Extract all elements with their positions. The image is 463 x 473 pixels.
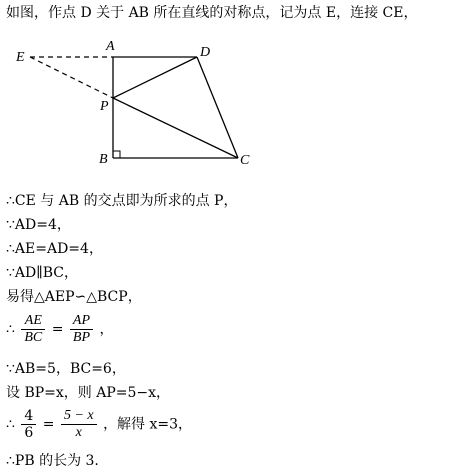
fraction-denominator: BP	[72, 330, 91, 345]
therefore-symbol: ∴	[6, 416, 15, 433]
fraction-numerator: 5 − x	[61, 408, 97, 425]
label-c: C	[240, 153, 250, 168]
label-a: A	[106, 39, 115, 54]
fraction-denominator: BC	[24, 330, 43, 345]
solution-step-6	[6, 313, 113, 346]
fraction-5-minus-x-over-x	[61, 408, 97, 441]
fraction-denominator: x	[75, 425, 82, 440]
label-e: E	[16, 50, 25, 65]
solution-step-2: ∵AD=4，	[6, 217, 71, 233]
equals-sign: =	[42, 416, 55, 433]
label-p: P	[100, 99, 109, 114]
segment-ep	[30, 57, 113, 98]
step-suffix: ，	[99, 321, 114, 338]
solution-step-1: ∴CE 与 AB 的交点即为所求的点 P，	[6, 193, 238, 209]
solution-step-7: ∵AB=5，BC=6，	[6, 361, 126, 377]
solution-step-5: 易得△AEP∽△BCP，	[6, 289, 142, 305]
fraction-numerator: AP	[70, 313, 93, 330]
geometry-figure	[0, 0, 463, 180]
segment-pd	[113, 57, 197, 98]
solution-step-4: ∵AD∥BC，	[6, 265, 78, 281]
label-b: B	[99, 152, 108, 167]
problem-intro: 如图，作点 D 关于 AB 所在直线的对称点，记为点 E，连接 CE，	[6, 5, 418, 21]
solution-step-9	[6, 408, 192, 441]
solution-step-3: ∴AE=AD=4，	[6, 241, 103, 257]
fraction-4-6	[21, 408, 36, 441]
therefore-symbol: ∴	[6, 321, 15, 338]
step-suffix: ，解得 x=3，	[103, 416, 193, 433]
segment-dc	[197, 57, 238, 158]
solution-step-8: 设 BP=x，则 AP=5−x，	[6, 385, 171, 401]
fraction-numerator: AE	[21, 313, 45, 330]
solution-step-10: ∴PB 的长为 3.	[6, 453, 99, 469]
segment-pc	[113, 98, 238, 158]
fraction-ae-bc	[21, 313, 45, 346]
right-angle-mark	[113, 151, 120, 158]
equals-sign: =	[51, 321, 64, 338]
label-d: D	[200, 45, 211, 60]
fraction-numerator: 4	[21, 408, 36, 425]
fraction-ap-bp	[70, 313, 93, 346]
fraction-denominator: 6	[24, 425, 34, 441]
